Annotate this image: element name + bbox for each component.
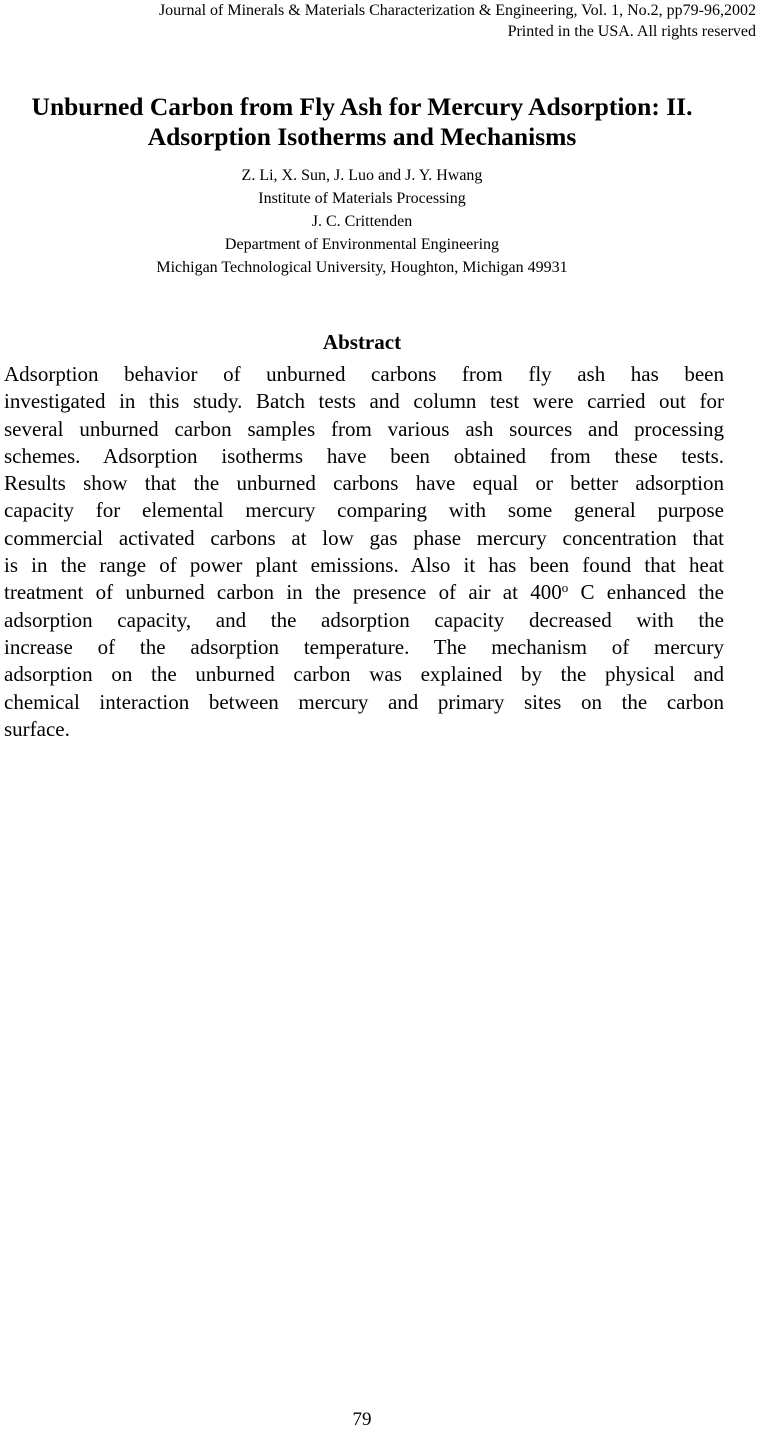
rights-notice: Printed in the USA. All rights reserved [507, 23, 756, 40]
abstract-line-suffix: C enhanced the [568, 580, 724, 605]
abstract-line: chemical interaction between mercury and primary sites on the carbon [4, 689, 724, 714]
abstract-line: Adsorption behavior of unburned carbons from fly ash has been [4, 362, 724, 386]
title-line-2: Adsorption Isotherms and Mechanisms [147, 122, 577, 151]
abstract-body [4, 361, 724, 743]
abstract-line: several unburned carbon samples from various ash sources and processing [4, 416, 724, 441]
affiliation-2: Department of Environmental Engineering [224, 236, 500, 253]
affiliation-1: Institute of Materials Processing [258, 190, 466, 207]
authors-affiliations [0, 164, 724, 279]
abstract-line: increase of the adsorption temperature. The mechanism of mercury [4, 634, 724, 659]
title-line-1: Unburned Carbon from Fly Ash for Mercury Adsorption: II. [31, 92, 693, 121]
page-number: 79 [352, 1409, 372, 1430]
abstract-line: Results show that the unburned carbons have equal or better adsorption [4, 471, 724, 496]
abstract-heading: Abstract [322, 330, 402, 354]
journal-citation: Journal of Minerals & Materials Characterization & Engineering, Vol. 1, No.2, pp79-96,2002 [158, 2, 756, 19]
abstract-line-text: treatment of unburned carbon in the presence of air at 400 [4, 580, 562, 605]
abstract-line-with-superscript [4, 579, 724, 606]
abstract-line: is in the range of power plant emissions. Also it has been found that heat [4, 553, 724, 578]
author-names-1: Z. Li, X. Sun, J. Luo and J. Y. Hwang [241, 167, 483, 184]
abstract-line: commercial activated carbons at low gas phase mercury concentration that [4, 525, 724, 550]
degree-superscript: o [561, 580, 569, 596]
abstract-line-last: surface. [4, 716, 70, 741]
abstract-line: adsorption on the unburned carbon was explained by the physical and [4, 662, 724, 687]
abstract-line: capacity for elemental mercury comparing with some general purpose [4, 498, 724, 523]
affiliation-3: Michigan Technological University, Houghton, Michigan 49931 [156, 259, 568, 276]
abstract-line: schemes. Adsorption isotherms have been obtained from these tests. [4, 443, 724, 468]
paper-title [0, 92, 724, 152]
abstract-line: investigated in this study. Batch tests and column test were carried out for [4, 389, 724, 414]
author-names-2: J. C. Crittenden [311, 213, 413, 230]
journal-header [159, 0, 756, 42]
abstract-line: adsorption capacity, and the adsorption capacity decreased with the [4, 607, 724, 632]
